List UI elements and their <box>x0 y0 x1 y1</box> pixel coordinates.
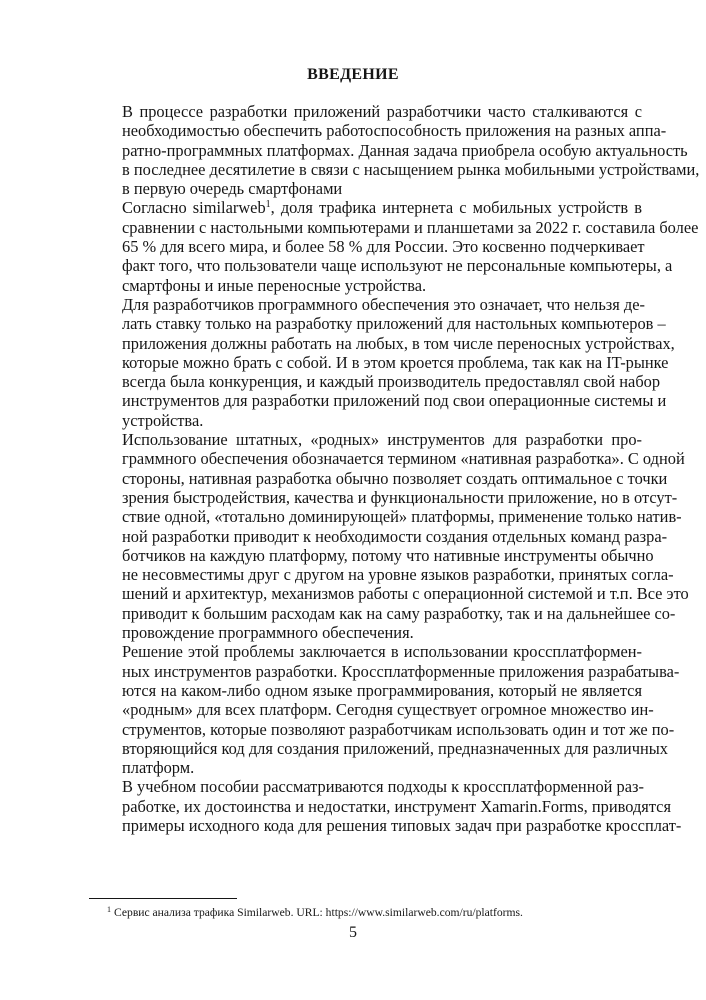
text-fragment: , доля трафика интернета с мобильных устройств в <box>270 198 642 218</box>
text-line: струментов, которые позволяют разработчикам использовать один и тот же по- <box>122 719 675 739</box>
text-line: не несовместимы друг с другом на уровне языков разработки, принятых согла- <box>122 565 674 585</box>
text-line: В процессе разработки приложений разработчики часто сталкиваются с <box>122 102 642 121</box>
paragraph-cross-platform-solution <box>89 642 680 778</box>
text-line: инструментов для разработки приложений под свои операционные системы и <box>122 391 667 411</box>
text-line: приводит к большим расходам как на саму разработку, так и на дальнейшее со- <box>122 603 676 623</box>
text-line: устройства. <box>122 410 204 430</box>
text-line: В учебном пособии рассматриваются подходы к кроссплатформенной раз- <box>122 777 644 797</box>
text-line: смартфоны и иные переносные устройства. <box>122 275 427 295</box>
paragraph-intro <box>89 102 700 199</box>
text-line: примеры исходного кода для решения типовых задач при разработке кроссплат- <box>122 815 682 835</box>
text-line: ных инструментов разработки. Кроссплатформенные приложения разрабатыва- <box>122 661 680 681</box>
text-line: приложения должны работать на любых, в том числе переносных устройствах, <box>122 333 675 353</box>
paragraph-native-development <box>89 430 689 643</box>
text-line: стороны, нативная разработка обычно позволяет создать оптимальное с точки <box>122 468 668 488</box>
text-line: сравнении с настольными компьютерами и планшетами за 2022 г. составила более <box>122 217 699 237</box>
text-line: факт того, что пользователи чаще используют не персональные компьютеры, а <box>122 256 673 276</box>
text-line: ствие одной, «тотально доминирующей» платформы, применение только натив- <box>122 507 682 527</box>
text-line: в последнее десятилетие в связи с насыщением рынка мобильными устройствами, <box>122 159 700 179</box>
body-text <box>89 102 700 835</box>
text-line: платформ. <box>122 758 195 778</box>
text-line: лать ставку только на разработку приложений для настольных компьютеров – <box>122 314 666 334</box>
text-line: граммного обеспечения обозначается термином «нативная разработка». С одной <box>122 449 685 469</box>
text-line: ной разработки приводит к необходимости создания отдельных команд разра- <box>122 526 668 546</box>
text-line: зрения быстродействия, качества и функциональности приложение, но в отсут- <box>122 487 678 507</box>
text-line: ются на каком-либо одном языке программирования, который не является <box>122 680 642 700</box>
text-line: Для разработчиков программного обеспечения это означает, что нельзя де- <box>122 294 645 314</box>
paragraph-textbook-scope <box>89 777 682 835</box>
text-line: работке, их достоинства и недостатки, инструмент Xamarin.Forms, приводятся <box>122 796 671 816</box>
text-line: ботчиков на каждую платформу, потому что нативные инструменты обычно <box>122 545 654 565</box>
footnote <box>107 906 523 919</box>
text-line: Решение этой проблемы заключается в использовании кроссплатформен- <box>122 642 642 662</box>
text-line: в первую очередь смартфонами <box>122 179 343 199</box>
text-line: 65 % для всего мира, и более 58 % для России. Это косвенно подчеркивает <box>122 237 645 257</box>
text-line: провождение программного обеспечения. <box>122 623 414 643</box>
text-line: Использование штатных, «родных» инструментов для разработки про- <box>122 430 642 450</box>
text-line: вторяющийся код для создания приложений, предназначенных для различных <box>122 738 668 758</box>
text-line: шений и архитектур, механизмов работы с операционной системой и т.п. Все это <box>122 584 689 604</box>
text-line <box>89 198 642 217</box>
footnote-separator <box>89 898 237 899</box>
paragraph-developers <box>89 294 675 430</box>
text-line: необходимостью обеспечить работоспособность приложения на разных аппа- <box>122 121 667 141</box>
text-line: ратно-программных платформах. Данная задача приобрела особую актуальность <box>122 140 688 160</box>
text-line: «родным» для всех платформ. Сегодня существует огромное множество ин- <box>122 700 654 720</box>
footnote-marker: 1 <box>107 905 111 914</box>
text-line: всегда была конкуренция, и каждый производитель предоставлял свой набор <box>122 372 661 392</box>
page-number: 5 <box>349 924 357 941</box>
text-line: которые можно брать с собой. И в этом кроется проблема, так как на IT-рынке <box>122 352 669 372</box>
paragraph-similarweb <box>89 198 699 295</box>
footnote-reference: 1 <box>265 199 271 211</box>
text-fragment: Согласно similarweb <box>122 198 266 218</box>
footnote-text: Сервис анализа трафика Similarweb. URL: https://www.similarweb.com/ru/platforms. <box>114 906 523 919</box>
section-heading: ВВЕДЕНИЕ <box>307 66 399 83</box>
